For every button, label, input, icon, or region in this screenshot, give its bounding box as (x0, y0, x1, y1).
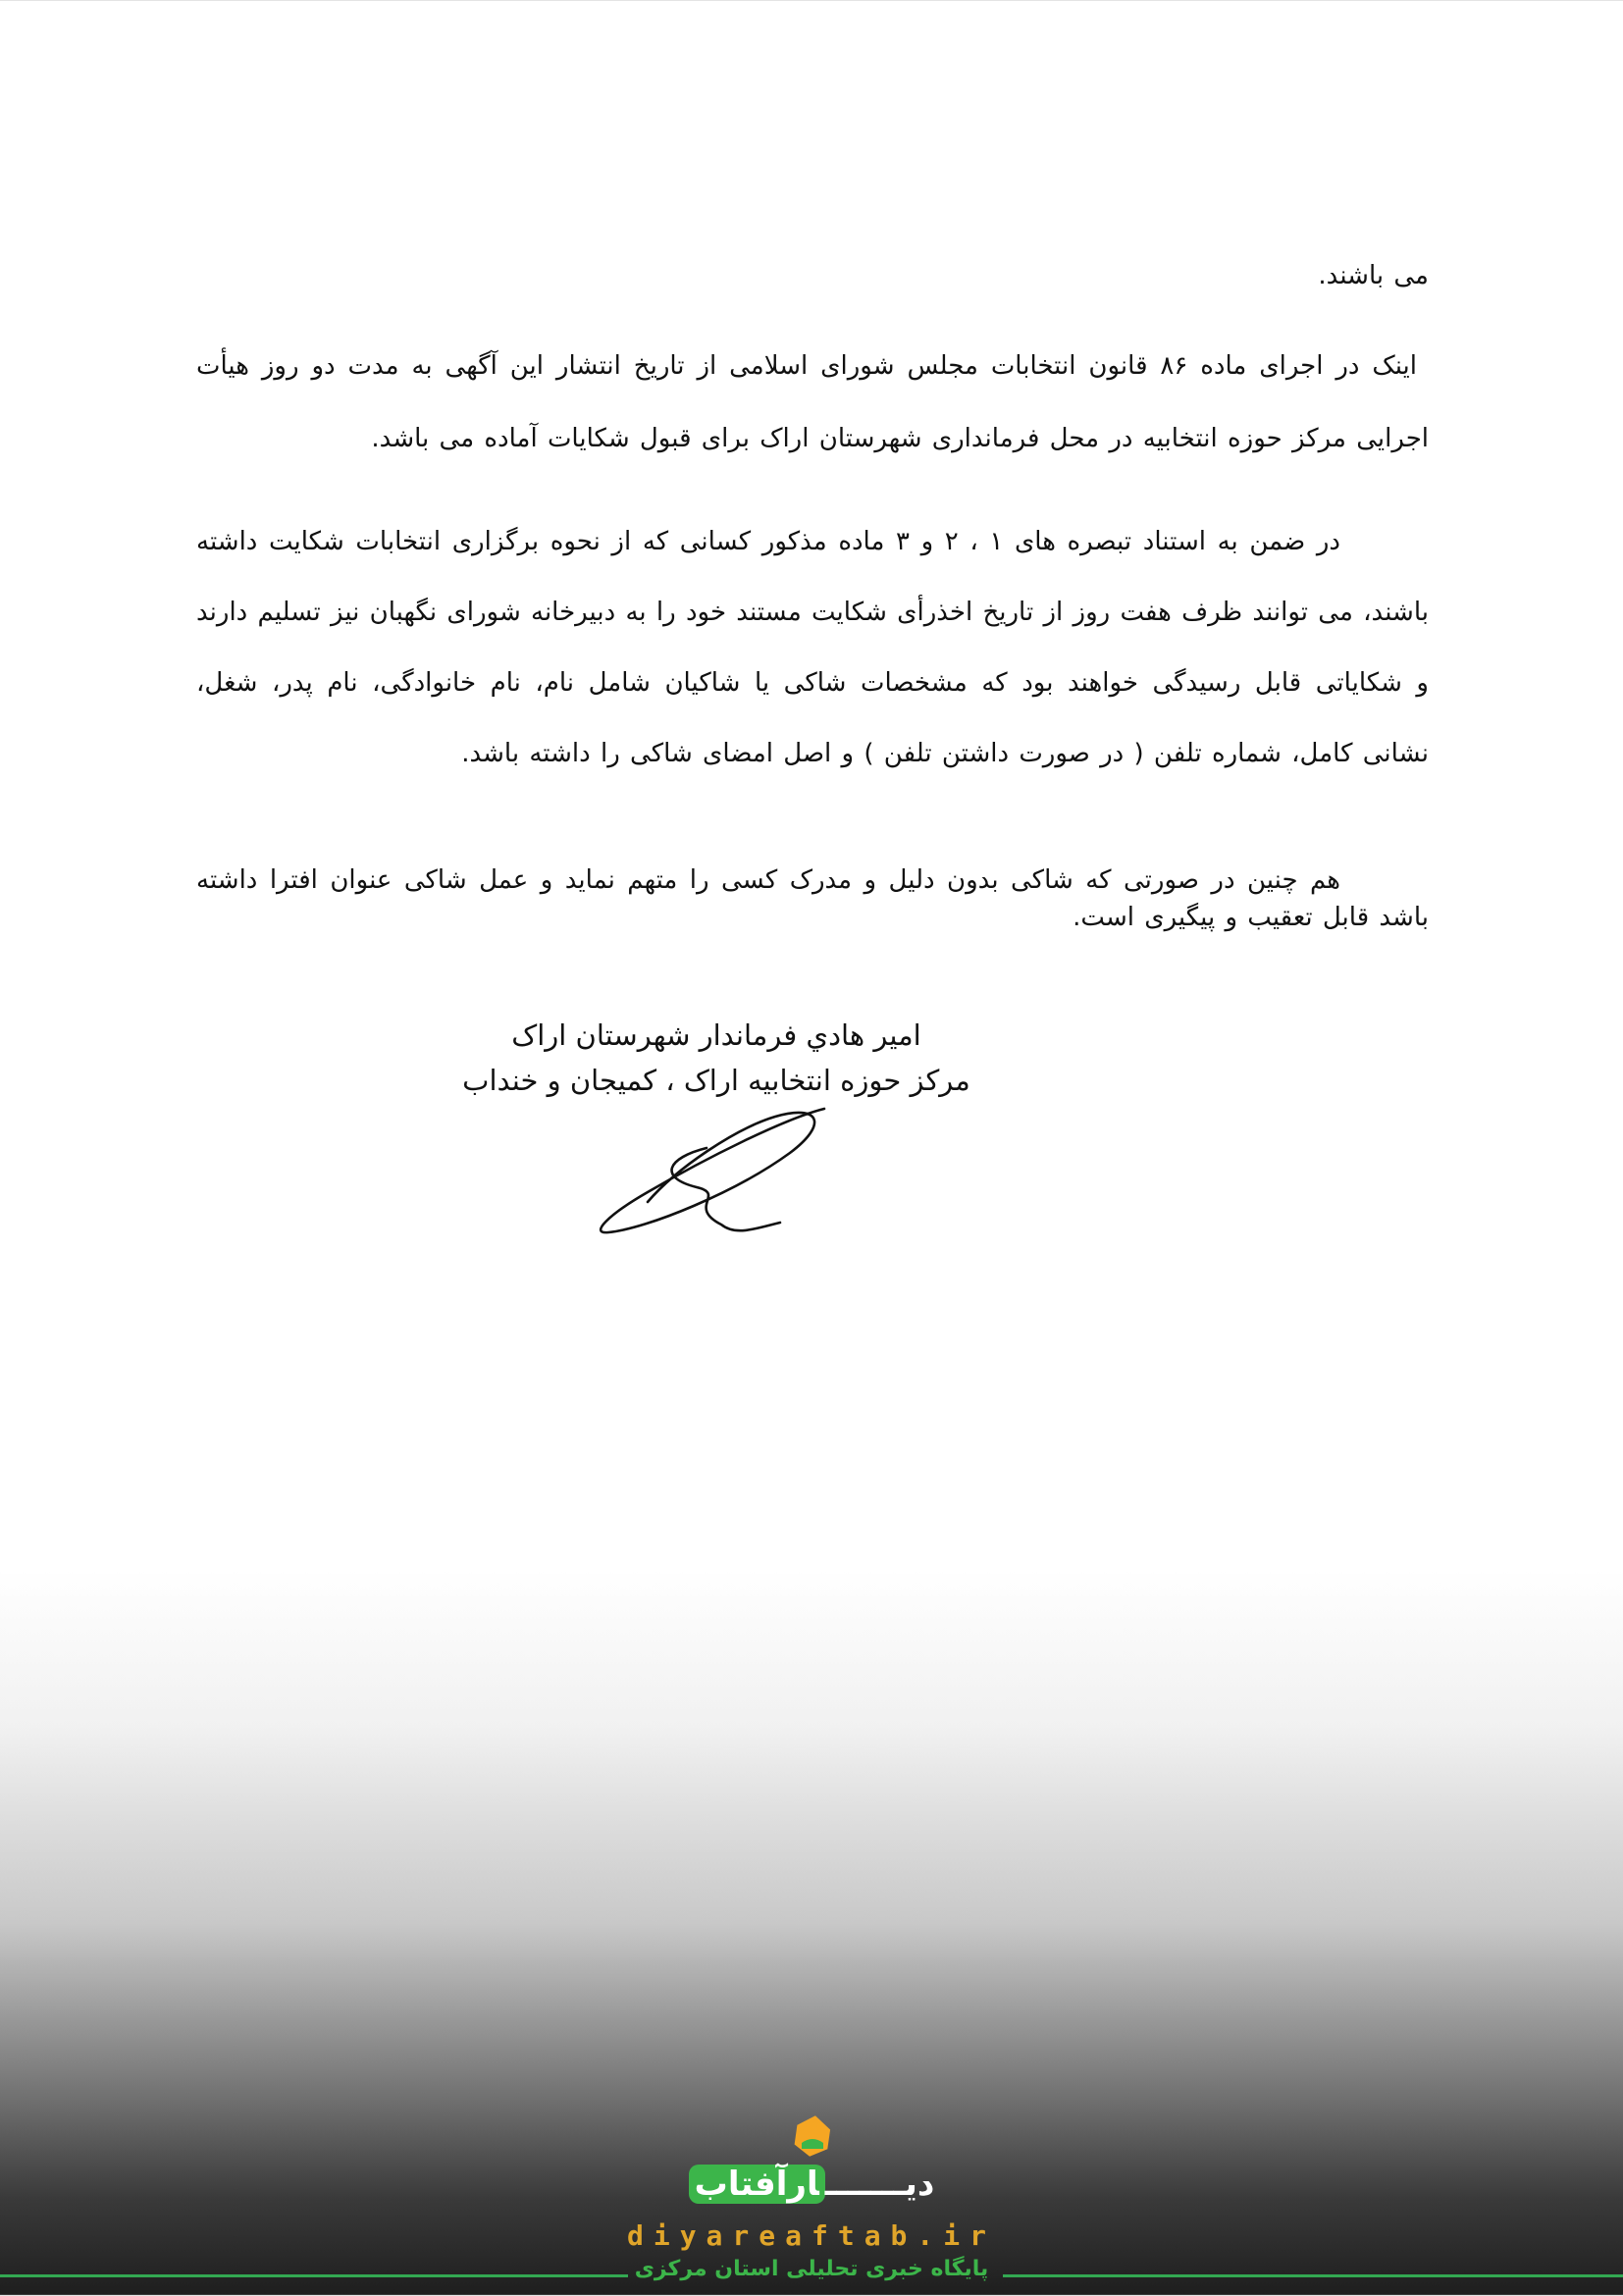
logo-url: diyareaftab.ir (626, 2219, 996, 2252)
paragraph-complaint-period: اینک در اجرای ماده ۸۶ قانون انتخابات مجلس شورای اسلامی از تاریخ انتشار این آگهی به مدت دو روز هیأت اجرایی مرکز حوزه انتخابیه در محل فرمانداری شهرستان اراک برای قبول شکایات آماده می باشد. (196, 351, 1429, 453)
logo-tagline: پایگاه خبری تحلیلی استان مرکزی (634, 2257, 989, 2281)
signatory-block (353, 1013, 1079, 1103)
logo-highlight: ارآفتاب (689, 2165, 825, 2204)
signatory-office: مرکز حوزه انتخابیه اراک ، کمیجان و خنداب (462, 1064, 970, 1097)
logo-wordmark (615, 2165, 1008, 2204)
handwritten-signature (589, 1099, 834, 1246)
paragraph-continuation: می باشند. (1318, 261, 1429, 290)
paragraph-false-accusation: هم چنین در صورتی که شاکی بدون دلیل و مدرک کسی را متهم نماید و عمل شاکی عنوان افترا داشته باشد قابل تعقیب و پیگیری است. (196, 865, 1429, 932)
site-logo (615, 2110, 1008, 2296)
paragraph-guardian-council: در ضمن به استناد تبصره های ۱ ، ۲ و ۳ ماده مذکور کسانی که از نحوه برگزاری انتخابات شکایت داشته باشند، می توانند ظرف هفت روز از تاریخ اخذرأی شکایت مستند خود را به دبیرخانه شورای نگهبان نیز تسلیم دارند و شکایاتی قابل رسیدگی خواهند بود که مشخصات شاکی یا شاکیان شامل نام، نام خانوادگی، نام پدر، شغل، نشانی کامل، شماره تلفن ( در صورت داشتن تلفن ) و اصل امضای شاکی را داشته باشد. (196, 527, 1429, 768)
signatory-name: امیر هادي فرماندار شهرستان اراک (511, 1018, 921, 1052)
logo-prefix: دیـــــــ (824, 2165, 935, 2204)
footer-divider-right (1003, 2274, 1623, 2277)
sun-icon (790, 2113, 835, 2159)
footer-divider-left (0, 2274, 628, 2277)
